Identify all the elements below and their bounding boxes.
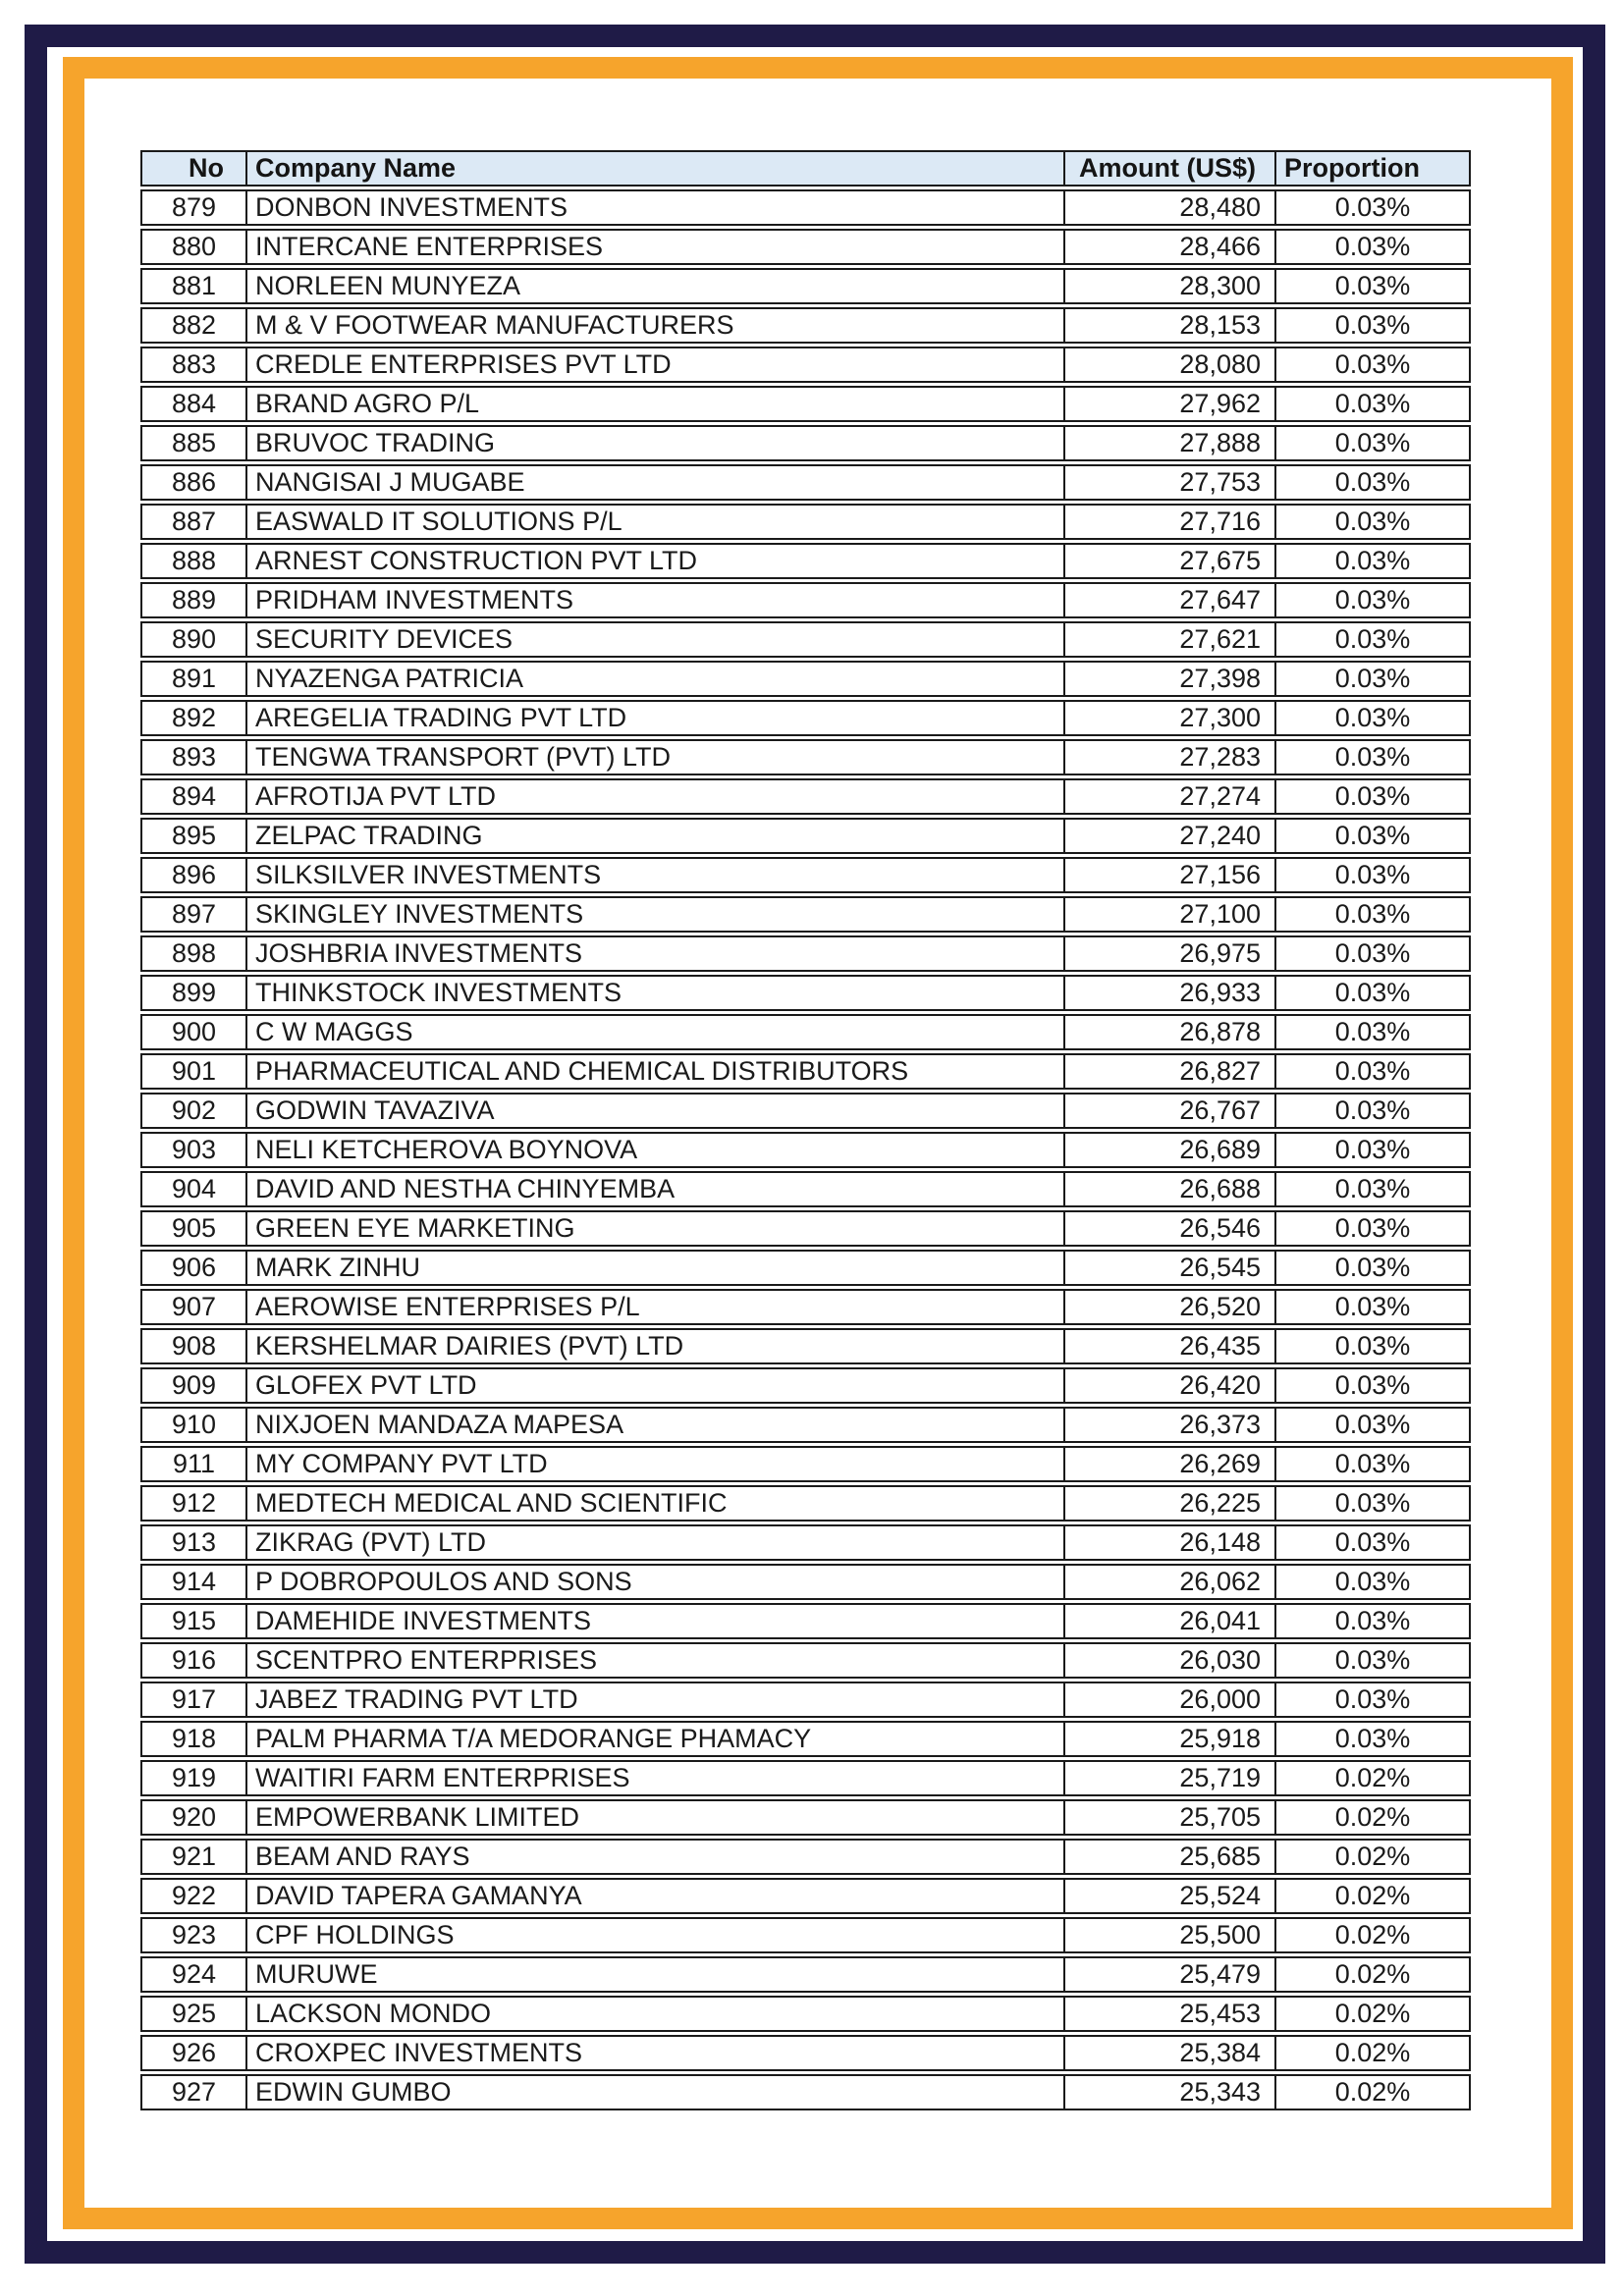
table-row: [140, 1014, 1471, 1050]
cell-no: 911: [140, 1446, 245, 1482]
table-row: [140, 307, 1471, 344]
cell-amount: 25,479: [1063, 1956, 1274, 1993]
cell-proportion: 0.03%: [1274, 975, 1471, 1011]
cell-proportion: 0.02%: [1274, 1799, 1471, 1836]
cell-no: 923: [140, 1917, 245, 1953]
cell-amount: 26,225: [1063, 1485, 1274, 1522]
table-row: [140, 1250, 1471, 1286]
cell-no: 927: [140, 2074, 245, 2110]
cell-company-name: ARNEST CONSTRUCTION PVT LTD: [245, 543, 1063, 579]
cell-no: 898: [140, 935, 245, 972]
table-row: [140, 1721, 1471, 1757]
cell-amount: 27,675: [1063, 543, 1274, 579]
cell-no: 913: [140, 1524, 245, 1561]
cell-amount: 25,524: [1063, 1878, 1274, 1914]
header-amount: Amount (US$): [1063, 150, 1274, 187]
cell-no: 897: [140, 896, 245, 933]
cell-company-name: JOSHBRIA INVESTMENTS: [245, 935, 1063, 972]
table-row: [140, 1917, 1471, 1953]
cell-proportion: 0.03%: [1274, 1603, 1471, 1639]
cell-company-name: AFROTIJA PVT LTD: [245, 778, 1063, 815]
cell-no: 914: [140, 1564, 245, 1600]
cell-amount: 25,453: [1063, 1996, 1274, 2032]
cell-no: 891: [140, 661, 245, 697]
cell-proportion: 0.03%: [1274, 896, 1471, 933]
cell-no: 904: [140, 1171, 245, 1207]
cell-no: 919: [140, 1760, 245, 1796]
cell-proportion: 0.02%: [1274, 1996, 1471, 2032]
cell-no: 887: [140, 504, 245, 540]
table-row: [140, 661, 1471, 697]
cell-company-name: TENGWA TRANSPORT (PVT) LTD: [245, 739, 1063, 775]
cell-company-name: NORLEEN MUNYEZA: [245, 268, 1063, 304]
table-row: [140, 464, 1471, 501]
table-row: [140, 2074, 1471, 2110]
table-row: [140, 425, 1471, 461]
cell-no: 881: [140, 268, 245, 304]
cell-amount: 26,148: [1063, 1524, 1274, 1561]
cell-company-name: WAITIRI FARM ENTERPRISES: [245, 1760, 1063, 1796]
cell-proportion: 0.03%: [1274, 700, 1471, 736]
cell-proportion: 0.03%: [1274, 1289, 1471, 1325]
cell-proportion: 0.03%: [1274, 425, 1471, 461]
cell-proportion: 0.02%: [1274, 1760, 1471, 1796]
cell-no: 882: [140, 307, 245, 344]
cell-no: 920: [140, 1799, 245, 1836]
table-row: [140, 1799, 1471, 1836]
cell-company-name: NANGISAI J MUGABE: [245, 464, 1063, 501]
cell-amount: 26,420: [1063, 1367, 1274, 1404]
header-company-name: Company Name: [245, 150, 1063, 187]
cell-proportion: 0.03%: [1274, 582, 1471, 618]
cell-company-name: SILKSILVER INVESTMENTS: [245, 857, 1063, 893]
cell-no: 895: [140, 818, 245, 854]
cell-no: 921: [140, 1839, 245, 1875]
cell-proportion: 0.03%: [1274, 857, 1471, 893]
cell-proportion: 0.03%: [1274, 1721, 1471, 1757]
table-row: [140, 1760, 1471, 1796]
table-row: [140, 1878, 1471, 1914]
cell-company-name: ZELPAC TRADING: [245, 818, 1063, 854]
cell-proportion: 0.02%: [1274, 2035, 1471, 2071]
cell-company-name: SKINGLEY INVESTMENTS: [245, 896, 1063, 933]
cell-company-name: CROXPEC INVESTMENTS: [245, 2035, 1063, 2071]
table-row: [140, 1485, 1471, 1522]
table-row: [140, 1524, 1471, 1561]
cell-amount: 26,520: [1063, 1289, 1274, 1325]
cell-company-name: M & V FOOTWEAR MANUFACTURERS: [245, 307, 1063, 344]
cell-proportion: 0.03%: [1274, 464, 1471, 501]
cell-amount: 27,398: [1063, 661, 1274, 697]
cell-proportion: 0.03%: [1274, 621, 1471, 658]
cell-no: 900: [140, 1014, 245, 1050]
cell-no: 902: [140, 1093, 245, 1129]
table-row: [140, 1603, 1471, 1639]
cell-proportion: 0.02%: [1274, 1956, 1471, 1993]
table-row: [140, 778, 1471, 815]
header-no: No: [140, 150, 245, 187]
cell-amount: 26,933: [1063, 975, 1274, 1011]
cell-proportion: 0.03%: [1274, 1642, 1471, 1679]
cell-amount: 25,384: [1063, 2035, 1274, 2071]
cell-no: 899: [140, 975, 245, 1011]
cell-amount: 27,753: [1063, 464, 1274, 501]
cell-amount: 26,975: [1063, 935, 1274, 972]
cell-proportion: 0.03%: [1274, 543, 1471, 579]
cell-proportion: 0.03%: [1274, 1367, 1471, 1404]
cell-no: 917: [140, 1682, 245, 1718]
cell-no: 925: [140, 1996, 245, 2032]
table-row: [140, 1839, 1471, 1875]
cell-proportion: 0.03%: [1274, 778, 1471, 815]
cell-proportion: 0.03%: [1274, 1328, 1471, 1364]
cell-company-name: DAMEHIDE INVESTMENTS: [245, 1603, 1063, 1639]
table-row: [140, 1093, 1471, 1129]
cell-proportion: 0.03%: [1274, 1485, 1471, 1522]
cell-company-name: ZIKRAG (PVT) LTD: [245, 1524, 1063, 1561]
cell-amount: 27,962: [1063, 386, 1274, 422]
cell-proportion: 0.03%: [1274, 1407, 1471, 1443]
table-row: [140, 1289, 1471, 1325]
cell-amount: 27,300: [1063, 700, 1274, 736]
table-row: [140, 229, 1471, 265]
table-row: [140, 1407, 1471, 1443]
cell-company-name: MEDTECH MEDICAL AND SCIENTIFIC: [245, 1485, 1063, 1522]
company-amount-table: [140, 147, 1471, 2113]
cell-company-name: GREEN EYE MARKETING: [245, 1210, 1063, 1247]
cell-proportion: 0.03%: [1274, 347, 1471, 383]
table-row: [140, 1367, 1471, 1404]
cell-proportion: 0.03%: [1274, 1132, 1471, 1168]
cell-no: 886: [140, 464, 245, 501]
cell-no: 884: [140, 386, 245, 422]
table-row: [140, 739, 1471, 775]
cell-amount: 28,480: [1063, 189, 1274, 226]
table-row: [140, 1171, 1471, 1207]
cell-proportion: 0.03%: [1274, 1682, 1471, 1718]
cell-amount: 26,269: [1063, 1446, 1274, 1482]
cell-proportion: 0.03%: [1274, 1014, 1471, 1050]
cell-company-name: THINKSTOCK INVESTMENTS: [245, 975, 1063, 1011]
cell-company-name: CPF HOLDINGS: [245, 1917, 1063, 1953]
cell-company-name: BRUVOC TRADING: [245, 425, 1063, 461]
cell-proportion: 0.03%: [1274, 386, 1471, 422]
cell-company-name: MY COMPANY PVT LTD: [245, 1446, 1063, 1482]
cell-amount: 27,716: [1063, 504, 1274, 540]
table-row: [140, 621, 1471, 658]
cell-company-name: P DOBROPOULOS AND SONS: [245, 1564, 1063, 1600]
cell-amount: 27,240: [1063, 818, 1274, 854]
cell-amount: 26,545: [1063, 1250, 1274, 1286]
table-row: [140, 1053, 1471, 1090]
cell-company-name: CREDLE ENTERPRISES PVT LTD: [245, 347, 1063, 383]
cell-company-name: NYAZENGA PATRICIA: [245, 661, 1063, 697]
cell-company-name: BEAM AND RAYS: [245, 1839, 1063, 1875]
table-row: [140, 857, 1471, 893]
cell-company-name: JABEZ TRADING PVT LTD: [245, 1682, 1063, 1718]
table-row: [140, 189, 1471, 226]
cell-company-name: EDWIN GUMBO: [245, 2074, 1063, 2110]
cell-no: 912: [140, 1485, 245, 1522]
cell-no: 903: [140, 1132, 245, 1168]
cell-amount: 28,300: [1063, 268, 1274, 304]
cell-no: 908: [140, 1328, 245, 1364]
table-row: [140, 700, 1471, 736]
table-body: [140, 189, 1471, 2110]
table-header-row: [140, 150, 1471, 187]
cell-company-name: C W MAGGS: [245, 1014, 1063, 1050]
cell-amount: 25,719: [1063, 1760, 1274, 1796]
cell-no: 889: [140, 582, 245, 618]
cell-amount: 27,156: [1063, 857, 1274, 893]
table-row: [140, 818, 1471, 854]
cell-no: 883: [140, 347, 245, 383]
table-row: [140, 1564, 1471, 1600]
cell-amount: 27,621: [1063, 621, 1274, 658]
cell-proportion: 0.03%: [1274, 661, 1471, 697]
table-row: [140, 1956, 1471, 1993]
table-row: [140, 975, 1471, 1011]
table-row: [140, 268, 1471, 304]
cell-amount: 28,466: [1063, 229, 1274, 265]
table-row: [140, 347, 1471, 383]
cell-company-name: NIXJOEN MANDAZA MAPESA: [245, 1407, 1063, 1443]
cell-no: 893: [140, 739, 245, 775]
cell-no: 906: [140, 1250, 245, 1286]
cell-amount: 26,827: [1063, 1053, 1274, 1090]
table-row: [140, 1446, 1471, 1482]
table-row: [140, 504, 1471, 540]
table-row: [140, 896, 1471, 933]
cell-proportion: 0.03%: [1274, 818, 1471, 854]
cell-proportion: 0.03%: [1274, 307, 1471, 344]
cell-no: 918: [140, 1721, 245, 1757]
cell-no: 905: [140, 1210, 245, 1247]
cell-company-name: NELI KETCHEROVA BOYNOVA: [245, 1132, 1063, 1168]
table-row: [140, 1328, 1471, 1364]
cell-no: 888: [140, 543, 245, 579]
cell-company-name: EMPOWERBANK LIMITED: [245, 1799, 1063, 1836]
cell-amount: 27,647: [1063, 582, 1274, 618]
cell-amount: 26,767: [1063, 1093, 1274, 1129]
cell-no: 894: [140, 778, 245, 815]
table-row: [140, 1682, 1471, 1718]
cell-proportion: 0.03%: [1274, 739, 1471, 775]
cell-no: 896: [140, 857, 245, 893]
cell-proportion: 0.03%: [1274, 1524, 1471, 1561]
cell-proportion: 0.03%: [1274, 1093, 1471, 1129]
cell-company-name: AREGELIA TRADING PVT LTD: [245, 700, 1063, 736]
cell-amount: 26,546: [1063, 1210, 1274, 1247]
cell-proportion: 0.03%: [1274, 229, 1471, 265]
cell-proportion: 0.02%: [1274, 1839, 1471, 1875]
cell-proportion: 0.02%: [1274, 1917, 1471, 1953]
cell-company-name: BRAND AGRO P/L: [245, 386, 1063, 422]
table-row: [140, 1996, 1471, 2032]
cell-proportion: 0.03%: [1274, 504, 1471, 540]
cell-proportion: 0.02%: [1274, 2074, 1471, 2110]
cell-company-name: GLOFEX PVT LTD: [245, 1367, 1063, 1404]
cell-proportion: 0.03%: [1274, 189, 1471, 226]
cell-no: 915: [140, 1603, 245, 1639]
cell-no: 880: [140, 229, 245, 265]
cell-company-name: MARK ZINHU: [245, 1250, 1063, 1286]
cell-amount: 26,689: [1063, 1132, 1274, 1168]
cell-proportion: 0.03%: [1274, 1171, 1471, 1207]
cell-no: 910: [140, 1407, 245, 1443]
cell-proportion: 0.03%: [1274, 1250, 1471, 1286]
cell-company-name: PALM PHARMA T/A MEDORANGE PHAMACY: [245, 1721, 1063, 1757]
cell-no: 922: [140, 1878, 245, 1914]
cell-company-name: INTERCANE ENTERPRISES: [245, 229, 1063, 265]
table-row: [140, 1642, 1471, 1679]
cell-company-name: PRIDHAM INVESTMENTS: [245, 582, 1063, 618]
cell-no: 924: [140, 1956, 245, 1993]
cell-company-name: DAVID TAPERA GAMANYA: [245, 1878, 1063, 1914]
cell-amount: 26,435: [1063, 1328, 1274, 1364]
cell-amount: 28,153: [1063, 307, 1274, 344]
cell-no: 890: [140, 621, 245, 658]
table-row: [140, 1132, 1471, 1168]
cell-amount: 25,918: [1063, 1721, 1274, 1757]
cell-no: 907: [140, 1289, 245, 1325]
cell-company-name: GODWIN TAVAZIVA: [245, 1093, 1063, 1129]
cell-amount: 27,100: [1063, 896, 1274, 933]
cell-company-name: PHARMACEUTICAL AND CHEMICAL DISTRIBUTORS: [245, 1053, 1063, 1090]
cell-amount: 25,705: [1063, 1799, 1274, 1836]
header-proportion: Proportion: [1274, 150, 1471, 187]
table-row: [140, 543, 1471, 579]
cell-proportion: 0.03%: [1274, 935, 1471, 972]
cell-amount: 27,888: [1063, 425, 1274, 461]
table-row: [140, 386, 1471, 422]
cell-amount: 26,000: [1063, 1682, 1274, 1718]
cell-amount: 26,373: [1063, 1407, 1274, 1443]
cell-amount: 25,343: [1063, 2074, 1274, 2110]
cell-amount: 25,500: [1063, 1917, 1274, 1953]
table-row: [140, 2035, 1471, 2071]
cell-company-name: MURUWE: [245, 1956, 1063, 1993]
cell-no: 879: [140, 189, 245, 226]
cell-company-name: SCENTPRO ENTERPRISES: [245, 1642, 1063, 1679]
cell-proportion: 0.02%: [1274, 1878, 1471, 1914]
cell-amount: 26,062: [1063, 1564, 1274, 1600]
cell-amount: 26,878: [1063, 1014, 1274, 1050]
cell-amount: 27,274: [1063, 778, 1274, 815]
cell-proportion: 0.03%: [1274, 1564, 1471, 1600]
cell-company-name: KERSHELMAR DAIRIES (PVT) LTD: [245, 1328, 1063, 1364]
cell-no: 892: [140, 700, 245, 736]
table-row: [140, 582, 1471, 618]
cell-company-name: LACKSON MONDO: [245, 1996, 1063, 2032]
cell-company-name: SECURITY DEVICES: [245, 621, 1063, 658]
cell-amount: 25,685: [1063, 1839, 1274, 1875]
table-row: [140, 1210, 1471, 1247]
cell-no: 926: [140, 2035, 245, 2071]
cell-no: 916: [140, 1642, 245, 1679]
cell-amount: 26,041: [1063, 1603, 1274, 1639]
cell-amount: 26,030: [1063, 1642, 1274, 1679]
cell-company-name: AEROWISE ENTERPRISES P/L: [245, 1289, 1063, 1325]
cell-no: 901: [140, 1053, 245, 1090]
cell-amount: 26,688: [1063, 1171, 1274, 1207]
cell-company-name: EASWALD IT SOLUTIONS P/L: [245, 504, 1063, 540]
cell-proportion: 0.03%: [1274, 1053, 1471, 1090]
table-row: [140, 935, 1471, 972]
cell-amount: 28,080: [1063, 347, 1274, 383]
cell-proportion: 0.03%: [1274, 1210, 1471, 1247]
cell-no: 909: [140, 1367, 245, 1404]
cell-proportion: 0.03%: [1274, 1446, 1471, 1482]
cell-company-name: DONBON INVESTMENTS: [245, 189, 1063, 226]
cell-no: 885: [140, 425, 245, 461]
cell-company-name: DAVID AND NESTHA CHINYEMBA: [245, 1171, 1063, 1207]
cell-proportion: 0.03%: [1274, 268, 1471, 304]
cell-amount: 27,283: [1063, 739, 1274, 775]
